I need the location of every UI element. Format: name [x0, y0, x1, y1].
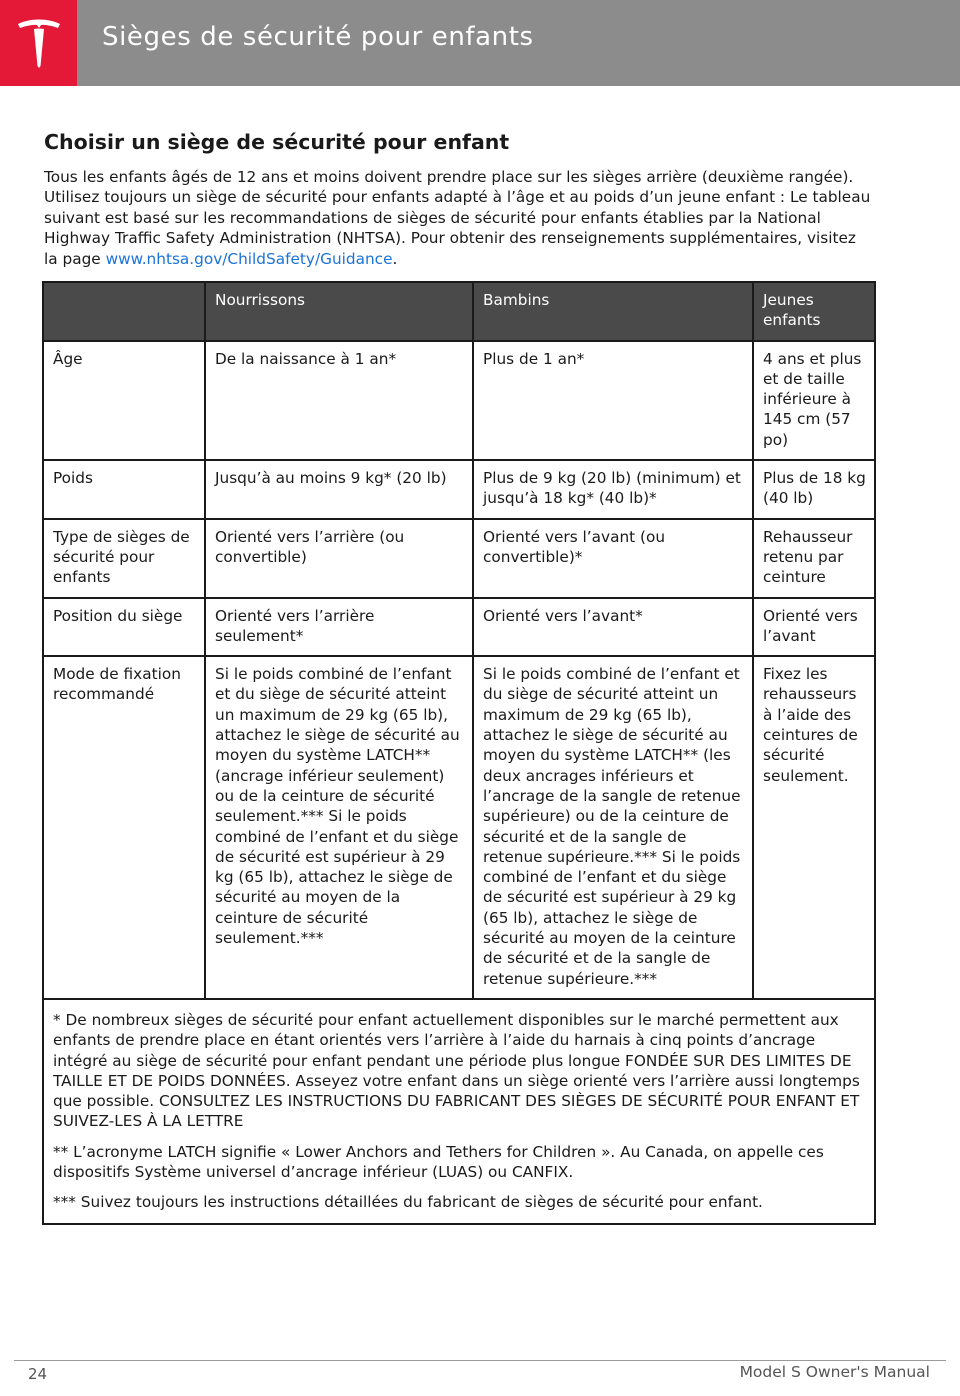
table-cell: Si le poids combiné de l’enfant et du siège de sécurité atteint un maximum de 29 kg (65 lb), attachez le siège de sécurité au moyen du système LATCH** (les deux ancrages inférieurs et l’ancrage de la sangle de retenue supérieure) ou de la ceinture de sécurité et de la sangle de retenue supérieure.*** Si le poids combiné de l’enfant et du siège de sécurité est supérieur à 29 kg (65 lb), attachez le siège de sécurité au moyen de la ceinture de sécurité et de la sangle de retenue supérieure.***: [473, 656, 753, 999]
table-row-weight: [43, 460, 875, 519]
table-row-age: [43, 341, 875, 460]
footer-divider: [14, 1360, 946, 1361]
table-cell: Plus de 9 kg (20 lb) (minimum) et jusqu’à 18 kg* (40 lb)*: [473, 460, 753, 519]
brand-logo: [0, 0, 77, 86]
intro-text: Tous les enfants âgés de 12 ans et moins doivent prendre place sur les sièges arrière (deuxième rangée). Utilisez toujours un siège de sécurité pour enfants adapté à l’âge et au poids d’un jeune enfant : Le tableau suivant est basé sur les recommandations de sièges de sécurité pour enfants établies par la National Highway Traffic Safety Administration (NHTSA). Pour obtenir des renseignements supplémentaires, visitez la page: [44, 168, 871, 268]
note-single-asterisk: * De nombreux sièges de sécurité pour enfant actuellement disponibles sur le marché permettent aux enfants de prendre place en étant orientés vers l’arrière à l’aide du harnais à cinq points d’ancrage intégré au siège de sécurité pour enfant pendant une période plus longue FONDÉE SUR DES LIMITES DE TAILLE ET DE POIDS DONNÉES. Asseyez votre enfant dans un siège orienté vers l’arrière aussi longtemps que possible. CONSULTEZ LES INSTRUCTIONS DU FABRICANT DES SIÈGES DE SÉCURITÉ POUR ENFANT ET SUIVEZ-LES À LA LETTRE: [53, 1010, 860, 1131]
table-row-seat-type: [43, 519, 875, 598]
table-header-blank: [43, 282, 205, 341]
tesla-logo-icon: [16, 18, 62, 68]
table-cell: 4 ans et plus et de taille inférieure à 145 cm (57 po): [753, 341, 875, 460]
table-header-young-children: Jeunes enfants: [753, 282, 875, 341]
table-cell: Plus de 1 an*: [473, 341, 753, 460]
table-row-attachment-mode: [43, 656, 875, 999]
table-row-notes: [43, 999, 875, 1224]
page-header: [0, 0, 960, 86]
table-header-row: [43, 282, 875, 341]
table-cell: De la naissance à 1 an*: [205, 341, 473, 460]
table-cell: Orienté vers l’arrière (ou convertible): [205, 519, 473, 598]
row-label: Âge: [43, 341, 205, 460]
row-label: Mode de fixation recommandé: [43, 656, 205, 999]
table-cell: Orienté vers l’avant*: [473, 598, 753, 657]
table-notes: [43, 999, 875, 1224]
table-cell: Si le poids combiné de l’enfant et du siège de sécurité atteint un maximum de 29 kg (65 lb), attachez le siège de sécurité au moyen du système LATCH** (ancrage inférieur seulement) ou de la ceinture de sécurité seulement.*** Si le poids combiné de l’enfant et du siège de sécurité est supérieur à 29 kg (65 lb), attachez le siège de sécurité au moyen de la ceinture de sécurité seulement.***: [205, 656, 473, 999]
intro-paragraph: [44, 167, 874, 269]
table-cell: Fixez les rehausseurs à l’aide des ceintures de sécurité seulement.: [753, 656, 875, 999]
table-cell: Orienté vers l’avant: [753, 598, 875, 657]
page-header-title: Sièges de sécurité pour enfants: [102, 22, 534, 52]
table-cell: Plus de 18 kg (40 lb): [753, 460, 875, 519]
table-header-toddlers: Bambins: [473, 282, 753, 341]
table-cell: Jusqu’à au moins 9 kg* (20 lb): [205, 460, 473, 519]
table-row-seat-position: [43, 598, 875, 657]
table-cell: Orienté vers l’arrière seulement*: [205, 598, 473, 657]
row-label: Poids: [43, 460, 205, 519]
note-double-asterisk: ** L’acronyme LATCH signifie « Lower Anchors and Tethers for Children ». Au Canada, on appelle ces dispositifs Système universel d’ancrage inférieur (LUAS) ou CANFIX.: [53, 1142, 824, 1181]
table-cell: Rehausseur retenu par ceinture: [753, 519, 875, 598]
note-triple-asterisk: *** Suivez toujours les instructions détaillées du fabricant de sièges de sécurité pour enfant.: [53, 1193, 763, 1212]
nhtsa-guidance-link[interactable]: www.nhtsa.gov/ChildSafety/Guidance: [105, 249, 393, 268]
table-header-infants: Nourrissons: [205, 282, 473, 341]
intro-end: .: [392, 249, 398, 268]
section-title: Choisir un siège de sécurité pour enfant: [44, 130, 510, 154]
row-label: Position du siège: [43, 598, 205, 657]
page-number: 24: [28, 1365, 48, 1383]
row-label: Type de sièges de sécurité pour enfants: [43, 519, 205, 598]
manual-name: Model S Owner's Manual: [739, 1363, 930, 1381]
table-cell: Orienté vers l’avant (ou convertible)*: [473, 519, 753, 598]
child-seat-table: [42, 281, 876, 1225]
